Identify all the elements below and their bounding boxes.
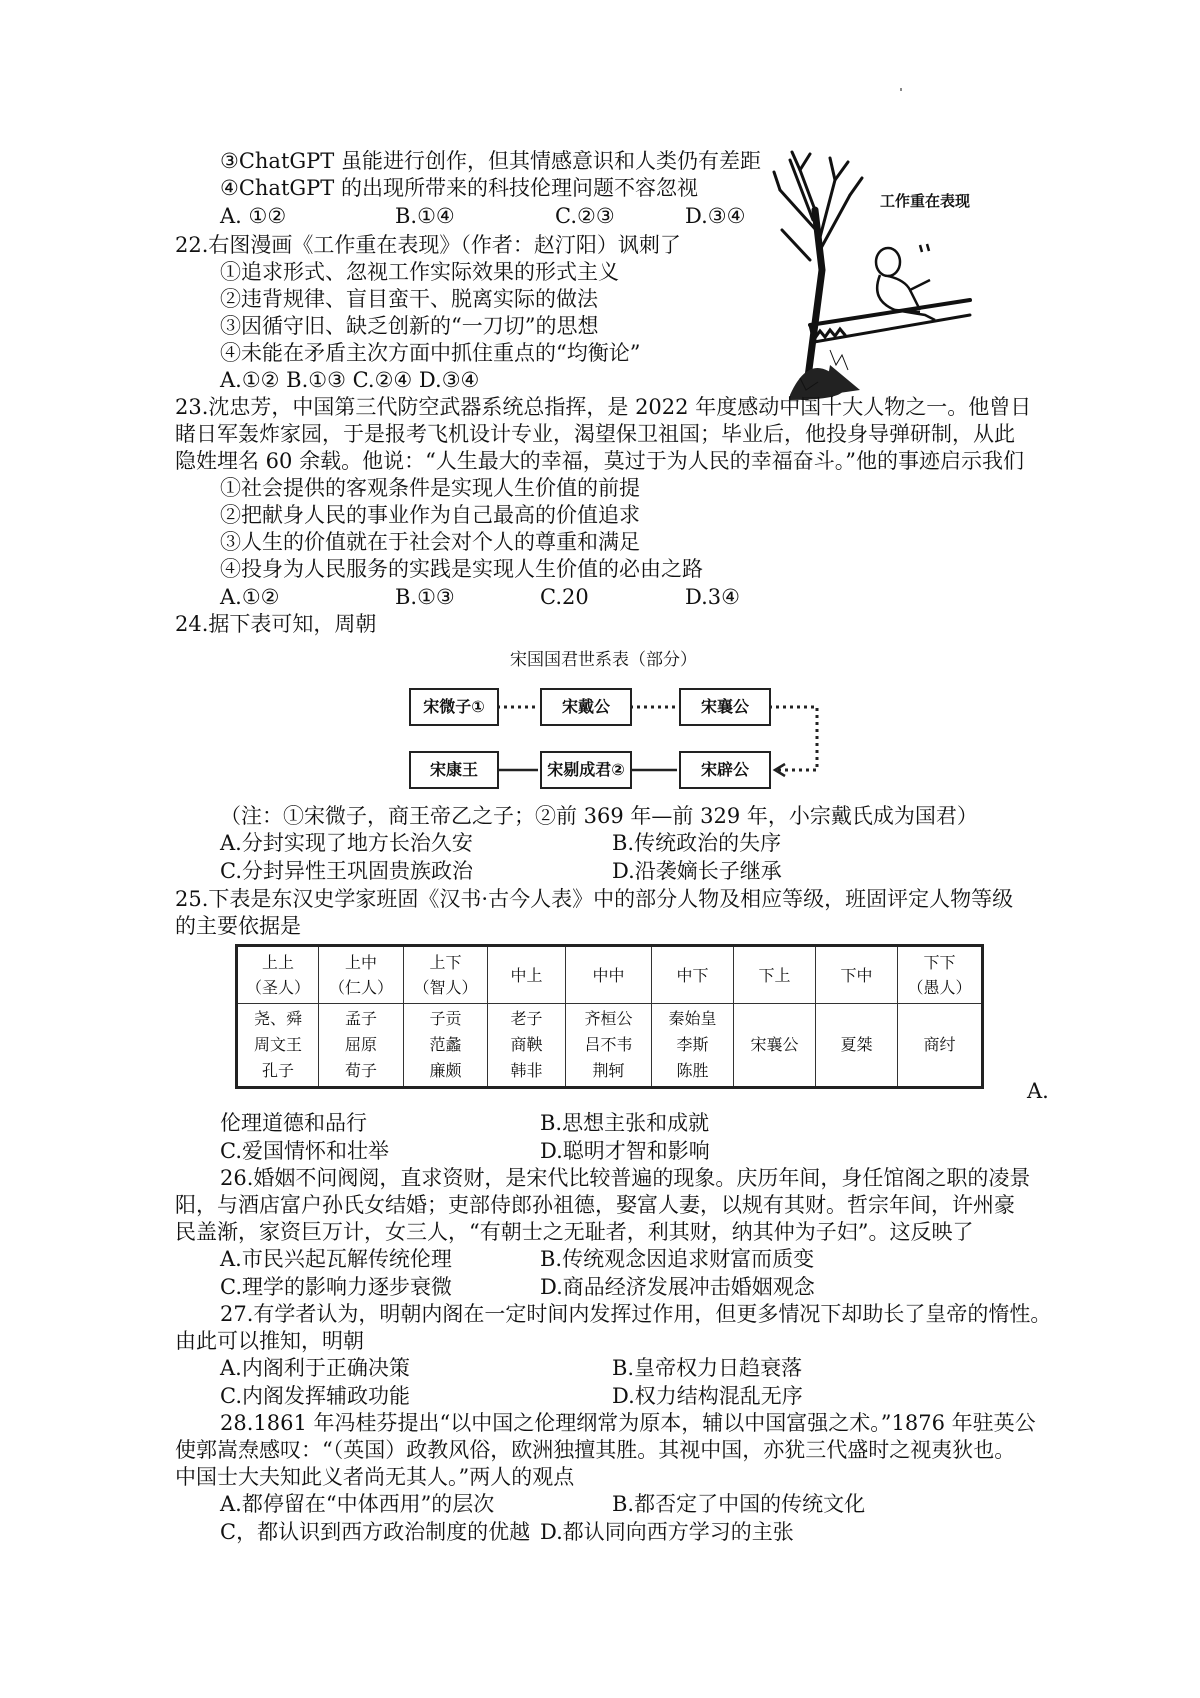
q23-item-3: ③人生的价值就在于社会对个人的尊重和满足 — [220, 530, 640, 554]
q21-option-d[interactable]: D.③④ — [685, 204, 746, 228]
q26-option-d[interactable]: D.商品经济发展冲击婚姻观念 — [540, 1275, 815, 1299]
ruler-box-tichengjun: 宋剔成君② — [540, 751, 632, 789]
ranking-person-name: 秦始皇 — [668, 1009, 717, 1028]
ranking-header-text: 中下 — [676, 965, 709, 985]
q24-stem: 24.据下表可知，周朝 — [175, 612, 377, 636]
q24-note: （注：①宋微子，商王帝乙之子；②前 369 年—前 329 年，小宗戴氏成为国君） — [220, 804, 978, 828]
q22-item-1: ①追求形式、忽视工作实际效果的形式主义 — [220, 260, 619, 284]
ranking-header-text: （仁人） — [328, 978, 393, 997]
q24-option-c[interactable]: C.分封异性王巩固贵族政治 — [220, 859, 473, 883]
q26-stem-3: 民盖渐，家资巨万计，女三人，“有朝士之无耻者，利其财，纳其仲为子妇”。这反映了 — [175, 1220, 974, 1244]
ruler-box-daigong: 宋戴公 — [540, 688, 632, 726]
q23-option-a[interactable]: A.①② — [220, 585, 280, 609]
q23-option-c[interactable]: C.20 — [540, 585, 589, 609]
q21-option-b[interactable]: B.①④ — [395, 204, 455, 228]
ranking-header-text: 下下 — [923, 953, 956, 972]
q24-option-d[interactable]: D.沿袭嫡长子继承 — [612, 859, 782, 883]
ranking-person-name: 周文王 — [253, 1035, 302, 1054]
q21-item-3: ③ChatGPT 虽能进行创作，但其情感意识和人类仍有差距 — [220, 149, 761, 173]
ranking-cell — [566, 1004, 652, 1088]
q25-stem-1: 25.下表是东汉史学家班固《汉书·古今人表》中的部分人物及相应等级，班固评定人物等级 — [175, 887, 1014, 911]
q23-item-1: ①社会提供的客观条件是实现人生价值的前提 — [220, 476, 640, 500]
ranking-header-text: 上下 — [429, 953, 462, 972]
q27-option-c[interactable]: C.内阁发挥辅政功能 — [220, 1384, 410, 1408]
ranking-cell — [734, 1004, 816, 1088]
q27-stem-1: 27.有学者认为，明朝内阁在一定时间内发挥过作用，但更多情况下却助长了皇帝的惰性。 — [220, 1302, 1052, 1326]
ranking-person-name: 商纣 — [923, 1035, 956, 1054]
ranking-cell — [898, 1004, 983, 1088]
q21-item-4: ④ChatGPT 的出现所带来的科技伦理问题不容忽视 — [220, 176, 698, 200]
lineage-diagram — [405, 640, 865, 800]
ranking-header-cell — [319, 946, 404, 1004]
ranking-cell — [237, 1004, 319, 1088]
q23-item-4: ④投身为人民服务的实践是实现人生价值的必由之路 — [220, 557, 703, 581]
ranking-person-name: 老子 — [510, 1009, 543, 1028]
ranking-header-cell — [237, 946, 319, 1004]
ranking-person-name: 荀子 — [344, 1061, 377, 1080]
ranking-cell — [488, 1004, 566, 1088]
ranking-person-name: 齐桓公 — [584, 1009, 633, 1028]
q27-option-a[interactable]: A.内阁利于正确决策 — [220, 1356, 410, 1380]
q24-option-b[interactable]: B.传统政治的失序 — [612, 831, 782, 855]
ranking-person-name: 子贡 — [429, 1009, 462, 1028]
ranking-header-text: （智人） — [413, 978, 478, 997]
q28-option-b[interactable]: B.都否定了中国的传统文化 — [612, 1492, 866, 1516]
ranking-header-cell — [566, 946, 652, 1004]
q24-option-a[interactable]: A.分封实现了地方长治久安 — [220, 831, 473, 855]
scan-speck — [900, 88, 902, 91]
ranking-person-name: 李斯 — [676, 1035, 709, 1054]
q28-option-c[interactable]: C，都认识到西方政治制度的优越 — [220, 1520, 531, 1544]
cartoon-image — [770, 150, 1030, 400]
ranking-cell — [816, 1004, 898, 1088]
ranking-person-name: 吕不韦 — [584, 1035, 633, 1054]
ranking-table-header-row — [237, 946, 983, 1004]
ranking-person-name: 宋襄公 — [750, 1035, 799, 1054]
ranking-person-name: 尧、舜 — [253, 1009, 302, 1028]
q26-option-b[interactable]: B.传统观念因追求财富而质变 — [540, 1247, 815, 1271]
ranking-header-cell — [816, 946, 898, 1004]
q28-stem-1: 28.1861 年冯桂芬提出“以中国之伦理纲常为原本，辅以中国富强之术。”1876 年驻英公 — [220, 1411, 1036, 1435]
q26-stem-1: 26.婚姻不问阀阅，直求资财，是宋代比较普遍的现象。庆历年间，身任馆阁之职的凌景 — [220, 1166, 1031, 1190]
q23-stem-2: 睹日军轰炸家园，于是报考飞机设计专业，渴望保卫祖国；毕业后，他投身导弹研制，从此 — [175, 422, 1015, 446]
q23-stem-3: 隐姓埋名 60 余载。他说：“人生最大的幸福，莫过于为人民的幸福奋斗。”他的事迹启示我们 — [175, 449, 1025, 473]
q28-option-a[interactable]: A.都停留在“中体西用”的层次 — [220, 1492, 495, 1516]
q23-option-b[interactable]: B.①③ — [395, 585, 455, 609]
q26-option-c[interactable]: C.理学的影响力逐步衰微 — [220, 1275, 452, 1299]
q27-option-b[interactable]: B.皇帝权力日趋衰落 — [612, 1356, 803, 1380]
ruler-box-bigong: 宋辟公 — [679, 751, 771, 789]
q25-option-a-marker[interactable]: A. — [1027, 1079, 1049, 1103]
q22-item-4: ④未能在矛盾主次方面中抓住重点的“均衡论” — [220, 341, 641, 365]
ranking-header-text: 下中 — [840, 965, 873, 985]
q22-stem: 22.右图漫画《工作重在表现》（作者：赵汀阳）讽刺了 — [175, 233, 681, 257]
q25-option-b[interactable]: B.思想主张和成就 — [540, 1111, 710, 1135]
ranking-person-name: 荆轲 — [592, 1061, 625, 1080]
ranking-header-text: （圣人） — [245, 978, 310, 997]
ranking-table — [235, 944, 984, 1089]
ranking-person-name: 孟子 — [344, 1009, 377, 1028]
ranking-header-text: 中中 — [592, 965, 625, 985]
lineage-title: 宋国国君世系表（部分） — [510, 650, 697, 670]
q25-option-c[interactable]: C.爱国情怀和壮举 — [220, 1139, 389, 1163]
ranking-cell — [404, 1004, 488, 1088]
ranking-person-name: 陈胜 — [676, 1061, 709, 1080]
q23-stem-1: 23.沈忠芳，中国第三代防空武器系统总指挥，是 2022 年度感动中国十大人物之一。他曾日 — [175, 395, 1032, 419]
q21-option-c[interactable]: C.②③ — [555, 204, 615, 228]
q25-option-d[interactable]: D.聪明才智和影响 — [540, 1139, 710, 1163]
ranking-header-text: （愚人） — [907, 978, 972, 997]
ruler-box-kangwang: 宋康王 — [409, 751, 499, 789]
ranking-cell — [652, 1004, 734, 1088]
q23-option-d[interactable]: D.3④ — [685, 585, 740, 609]
q21-option-a[interactable]: A. ①② — [220, 204, 287, 228]
ranking-header-text: 上中 — [344, 953, 377, 972]
q22-item-2: ②违背规律、盲目蛮干、脱离实际的做法 — [220, 287, 598, 311]
q26-option-a[interactable]: A.市民兴起瓦解传统伦理 — [220, 1247, 452, 1271]
cartoon-caption: 工作重在表现 — [880, 192, 971, 210]
q22-item-3: ③因循守旧、缺乏创新的“一刀切”的思想 — [220, 314, 599, 338]
q26-stem-2: 阳，与酒店富户孙氏女结婚；吏部侍郎孙祖德，娶富人妻，以规有其财。哲宗年间，许州豪 — [175, 1193, 1015, 1217]
q27-stem-2: 由此可以推知，明朝 — [175, 1329, 364, 1353]
ranking-person-name: 孔子 — [261, 1061, 294, 1080]
q28-option-d[interactable]: D.都认同向西方学习的主张 — [540, 1520, 794, 1544]
ruler-box-xianggong: 宋襄公 — [679, 688, 771, 726]
ranking-person-name: 商鞅 — [510, 1035, 543, 1054]
q25-option-a-text[interactable]: 伦理道德和品行 — [220, 1111, 367, 1135]
q22-options[interactable]: A.①② B.①③ C.②④ D.③④ — [220, 368, 480, 392]
ranking-header-text: 中上 — [510, 965, 543, 985]
ranking-person-name: 韩非 — [510, 1061, 543, 1080]
ranking-person-name: 夏桀 — [840, 1035, 873, 1054]
ranking-header-cell — [898, 946, 983, 1004]
ranking-header-cell — [488, 946, 566, 1004]
q28-stem-3: 中国士大夫知此义者尚无其人。”两人的观点 — [175, 1465, 575, 1489]
ranking-header-text: 上上 — [261, 953, 294, 972]
q23-item-2: ②把献身人民的事业作为自己最高的价值追求 — [220, 503, 640, 527]
ranking-table-row — [237, 1004, 983, 1088]
ruler-box-weizi: 宋微子① — [409, 688, 499, 726]
ranking-header-cell — [652, 946, 734, 1004]
ranking-person-name: 屈原 — [344, 1035, 377, 1054]
ranking-person-name: 廉颇 — [429, 1061, 462, 1080]
ranking-header-text: 下上 — [758, 965, 791, 985]
ranking-header-cell — [734, 946, 816, 1004]
q27-option-d[interactable]: D.权力结构混乱无序 — [612, 1384, 803, 1408]
q28-stem-2: 使郭嵩焘感叹：“（英国）政教风俗，欧洲独擅其胜。其视中国，亦犹三代盛时之视夷狄也。 — [175, 1438, 1016, 1462]
ranking-cell — [319, 1004, 404, 1088]
q25-stem-2: 的主要依据是 — [175, 914, 301, 938]
ranking-header-cell — [404, 946, 488, 1004]
ranking-person-name: 范蠡 — [429, 1035, 462, 1054]
